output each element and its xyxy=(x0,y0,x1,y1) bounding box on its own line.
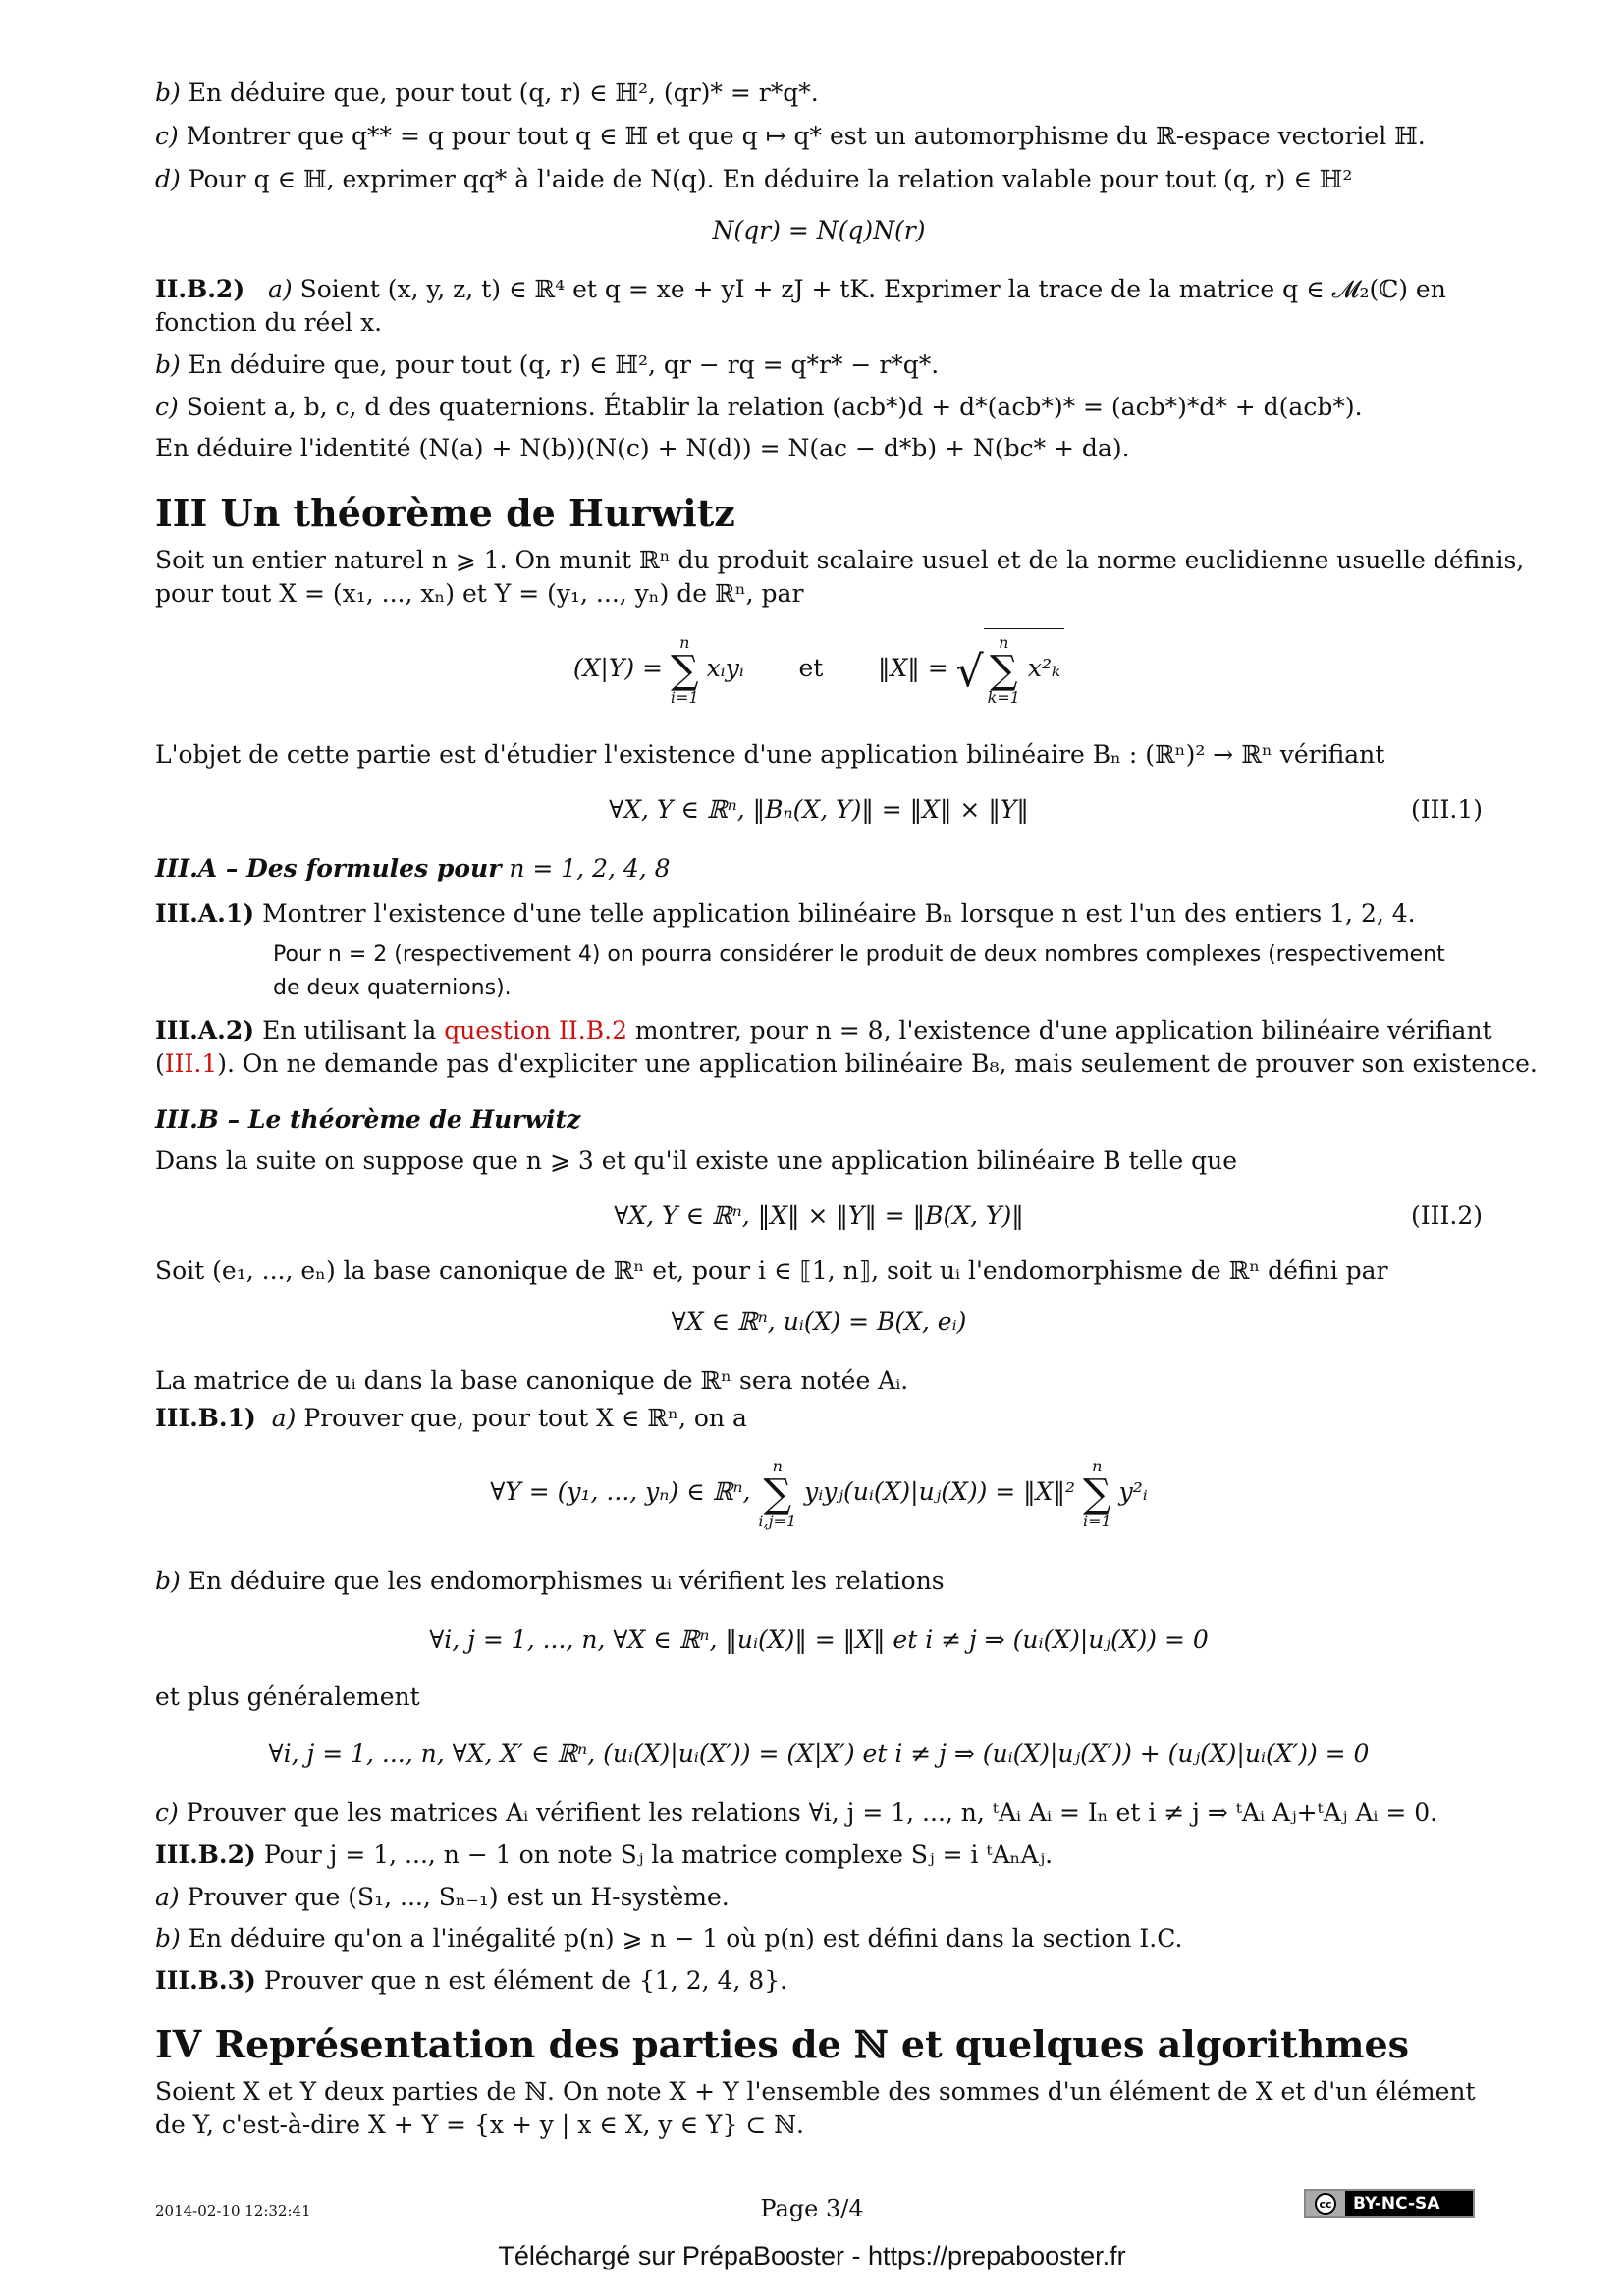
subsection-heading-IIIB: III.B – Le théorème de Hurwitz xyxy=(155,1105,581,1134)
sum-symbol: n ∑ i,j=1 xyxy=(758,1456,797,1530)
question-IIB1c: c) Montrer que q** = q pour tout q ∈ ℍ et que q ↦ q* est un automorphisme du ℝ-espace vectoriel ℍ. xyxy=(155,122,1426,150)
sqrt-radicand: n ∑ k=1 x²ₖ xyxy=(984,628,1064,708)
question-IIIB2b: b) En déduire qu'on a l'inégalité p(n) ⩾ n − 1 où p(n) est défini dans la section I.C. xyxy=(155,1924,1183,1952)
sum-symbol: n ∑ i=1 xyxy=(670,632,699,707)
license-label: BY-NC-SA xyxy=(1353,2194,1440,2214)
question-IIIB1b: b) En déduire que les endomorphismes uᵢ vérifient les relations xyxy=(155,1567,945,1595)
question-IIIB2: III.B.2) Pour j = 1, ..., n − 1 on note Sⱼ la matrice complexe Sⱼ = i ᵗAₙAⱼ. xyxy=(155,1841,1054,1869)
question-IIIB1c: c) Prouver que les matrices Aᵢ vérifient les relations ∀i, j = 1, ..., n, ᵗAᵢ Aᵢ = Iₙ et i ≠ j ⇒ ᵗAᵢ Aⱼ+ᵗAⱼ Aᵢ = 0. xyxy=(155,1798,1438,1827)
part3B-intro: Dans la suite on suppose que n ⩾ 3 et qu'il existe une application bilinéaire B telle que xyxy=(155,1147,1238,1175)
part4-intro-line2: de Y, c'est-à-dire X + Y = {x + y | x ∈ X, y ∈ Y} ⊂ ℕ. xyxy=(155,2110,804,2139)
sum-symbol: n ∑ k=1 xyxy=(987,632,1020,707)
question-IIB2a-cont: fonction du réel x. xyxy=(155,308,383,337)
equation-ui: ∀X ∈ ℝⁿ, uᵢ(X) = B(X, eᵢ) xyxy=(671,1308,967,1336)
part3B-matrice: La matrice de uᵢ dans la base canonique de ℝⁿ sera notée Aᵢ. xyxy=(155,1366,909,1395)
license-badge[interactable] xyxy=(1304,2189,1475,2218)
section-title-IV: IV Représentation des parties de ℕ et quelques algorithmes xyxy=(155,2022,1410,2066)
question-IIIB2a: a) Prouver que (S₁, ..., Sₙ₋₁) est un H-système. xyxy=(155,1883,730,1911)
equation-III1: ∀X, Y ∈ ℝⁿ, ‖Bₙ(X, Y)‖ = ‖X‖ × ‖Y‖ (III.1) xyxy=(155,793,1483,827)
page-number: Page 3/4 xyxy=(760,2195,864,2222)
part3-objet: L'objet de cette partie est d'étudier l'existence d'une application bilinéaire Bₙ : (ℝⁿ)² → ℝⁿ vérifiant xyxy=(155,740,1385,769)
part3B-base: Soit (e₁, ..., eₙ) la base canonique de ℝⁿ et, pour i ∈ ⟦1, n⟧, soit uᵢ l'endomorphisme de ℝⁿ défini par xyxy=(155,1256,1388,1285)
equation-scalar-norm: (X|Y) = n ∑ i=1 xᵢyᵢ et ‖X‖ = √ n ∑ k=1 x²ₖ xyxy=(155,628,1483,708)
equation-IIIB1a: ∀Y = (y₁, ..., yₙ) ∈ ℝⁿ, n ∑ i,j=1 yᵢyⱼ(uᵢ(X)|uⱼ(X)) = ‖X‖² n ∑ i=1 y²ᵢ xyxy=(490,1456,1148,1530)
question-IIIB1a: III.B.1) a) Prouver que, pour tout X ∈ ℝⁿ, on a xyxy=(155,1404,747,1432)
hint-line2: de deux quaternions). xyxy=(273,976,512,1000)
question-IIIA2-cont: (III.1). On ne demande pas d'expliciter une application bilinéaire B₈, mais seulement de prouver son existence. xyxy=(155,1049,1538,1078)
question-IIIA1: III.A.1) Montrer l'existence d'une telle application bilinéaire Bₙ lorsque n est l'un des entiers 1, 2, 4. xyxy=(155,899,1416,928)
question-IIIB3: III.B.3) Prouver que n est élément de {1, 2, 4, 8}. xyxy=(155,1966,788,1995)
equation-norm-product: N(qr) = N(q)N(r) xyxy=(712,216,926,244)
question-IIB1b: b) En déduire que, pour tout (q, r) ∈ ℍ², (qr)* = r*q*. xyxy=(155,79,819,107)
equation-III2: ∀X, Y ∈ ℝⁿ, ‖X‖ × ‖Y‖ = ‖B(X, Y)‖ (III.2) xyxy=(155,1200,1483,1233)
question-IIB2a: II.B.2) a) Soient (x, y, z, t) ∈ ℝ⁴ et q = xe + yI + zJ + tK. Exprimer la trace de la matrice q ∈ 𝓜₂(ℂ) en xyxy=(155,275,1446,303)
sum-symbol: n ∑ i=1 xyxy=(1082,1456,1111,1530)
part3-intro-line2: pour tout X = (x₁, ..., xₙ) et Y = (y₁, ..., yₙ) de ℝⁿ, par xyxy=(155,579,804,608)
equation-number: (III.1) xyxy=(1411,795,1483,824)
equation-IIIB1b-general: ∀i, j = 1, ..., n, ∀X, X′ ∈ ℝⁿ, (uᵢ(X)|uᵢ(X′)) = (X|X′) et i ≠ j ⇒ (uᵢ(X)|uⱼ(X′)) + (uⱼ(X)|uᵢ(X′)) = 0 xyxy=(268,1739,1370,1768)
link-question-IIB2[interactable]: question II.B.2 xyxy=(444,1016,627,1044)
creative-commons-icon: cc xyxy=(1306,2191,1345,2216)
hint-line1: Pour n = 2 (respectivement 4) on pourra considérer le produit de deux nombres complexes (respectivement xyxy=(273,942,1445,967)
equation-IIIB1b: ∀i, j = 1, ..., n, ∀X ∈ ℝⁿ, ‖uᵢ(X)‖ = ‖X‖ et i ≠ j ⇒ (uᵢ(X)|uⱼ(X)) = 0 xyxy=(429,1626,1209,1654)
part3-intro-line1: Soit un entier naturel n ⩾ 1. On munit ℝⁿ du produit scalaire usuel et de la norme euclidienne usuelle définis, xyxy=(155,546,1525,574)
part4-intro-line1: Soient X et Y deux parties de ℕ. On note X + Y l'ensemble des sommes d'un élément de X et d'un élément xyxy=(155,2077,1476,2106)
question-IIB2c: c) Soient a, b, c, d des quaternions. Établir la relation (acb*)d + d*(acb*)* = (acb*)*d* + d(acb*). xyxy=(155,393,1363,421)
question-IIIA2: III.A.2) En utilisant la question II.B.2 montrer, pour n = 8, l'existence d'une application bilinéaire vérifiant xyxy=(155,1016,1492,1044)
plus-generalement: et plus généralement xyxy=(155,1682,420,1711)
section-title-III: III Un théorème de Hurwitz xyxy=(155,491,735,535)
equation-number: (III.2) xyxy=(1411,1201,1483,1230)
question-IIB2b: b) En déduire que, pour tout (q, r) ∈ ℍ², qr − rq = q*r* − r*q*. xyxy=(155,350,940,379)
footer-timestamp: 2014-02-10 12:32:41 xyxy=(155,2202,311,2219)
link-equation-III1[interactable]: III.1 xyxy=(164,1049,218,1078)
subsection-heading-IIIA: III.A – Des formules pour n = 1, 2, 4, 8 xyxy=(155,854,671,882)
download-watermark: Téléchargé sur PrépaBooster - https://prepabooster.fr xyxy=(498,2241,1126,2270)
question-IIB1d: d) Pour q ∈ ℍ, exprimer qq* à l'aide de N(q). En déduire la relation valable pour tout (q, r) ∈ ℍ² xyxy=(155,165,1353,193)
question-IIB2c-identity: En déduire l'identité (N(a) + N(b))(N(c) + N(d)) = N(ac − d*b) + N(bc* + da). xyxy=(155,434,1130,462)
